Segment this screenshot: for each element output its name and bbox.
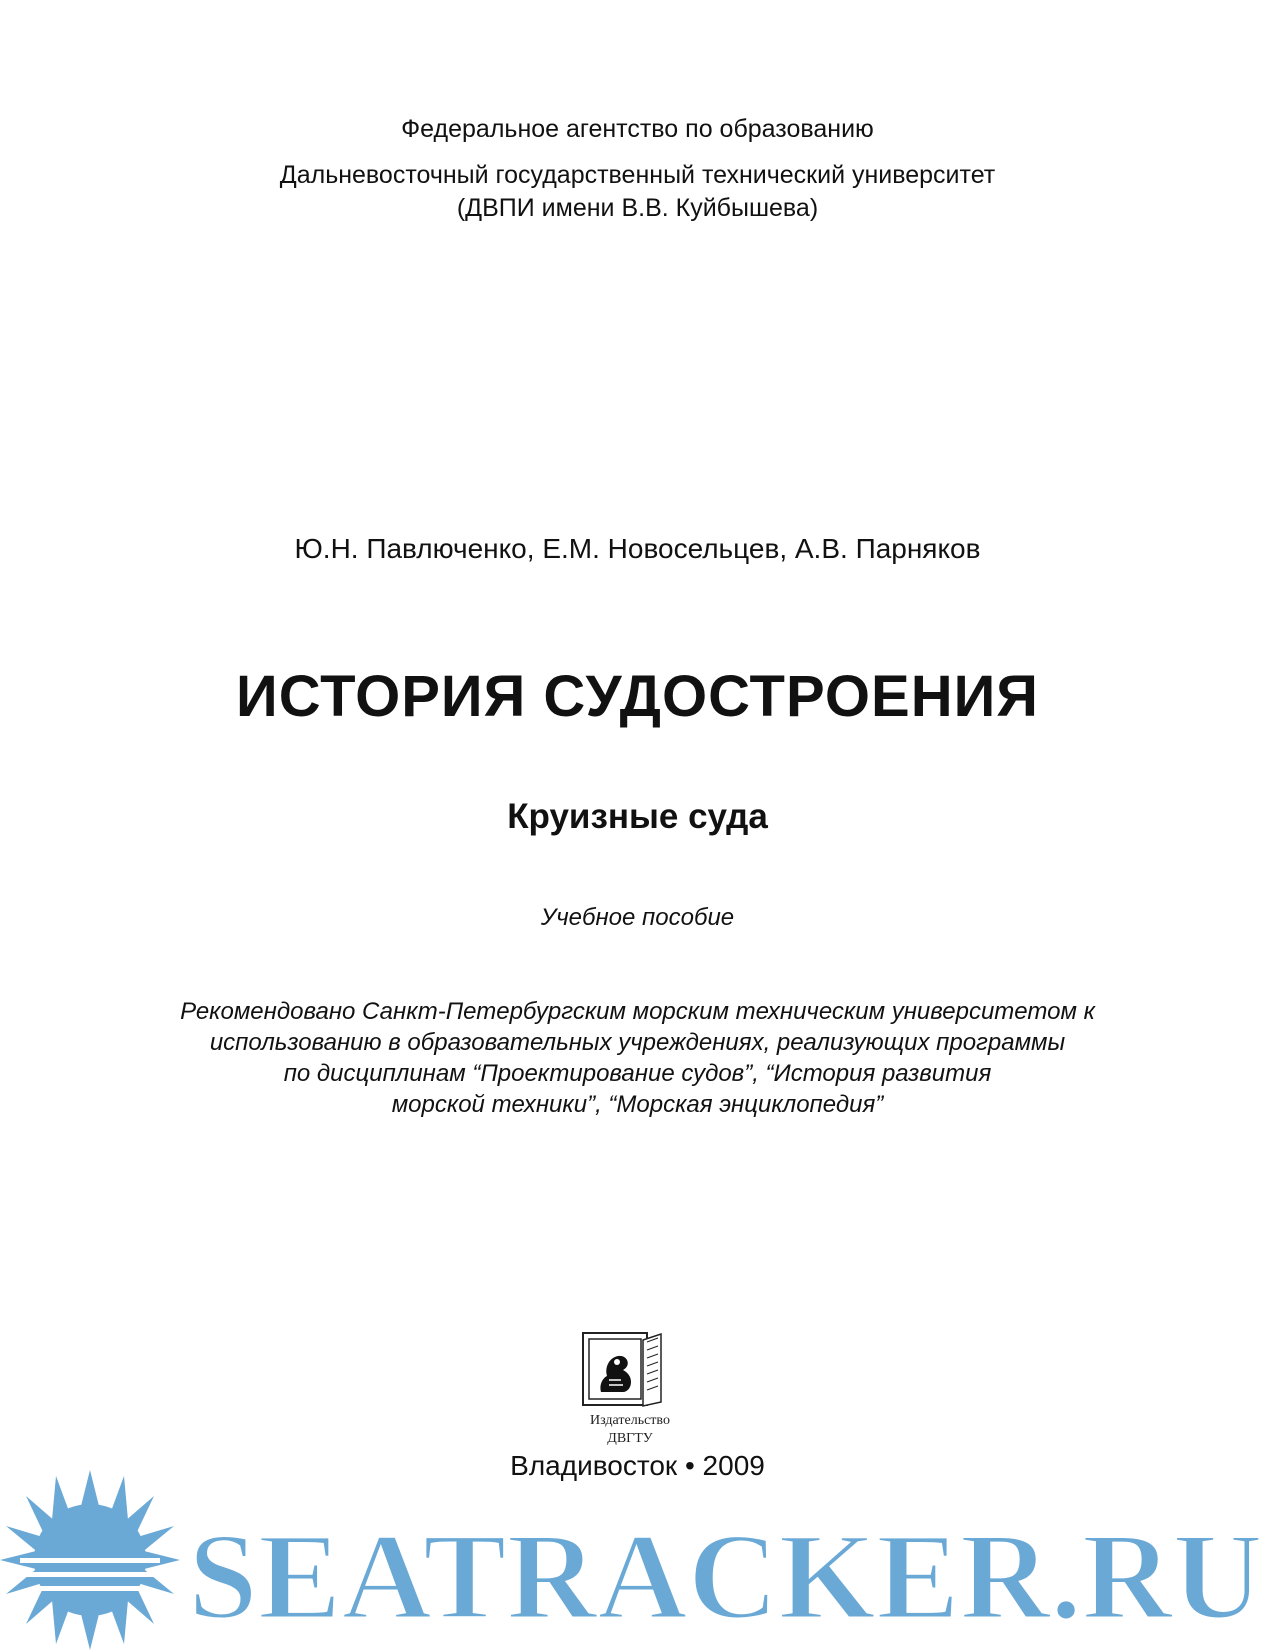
university-name: Дальневосточный государственный технический университет bbox=[279, 161, 996, 189]
book-title: ИСТОРИЯ СУДОСТРОЕНИЯ bbox=[236, 664, 1039, 729]
sun-icon bbox=[0, 1470, 180, 1650]
publisher-name: ДВГТУ bbox=[607, 1431, 653, 1446]
agency-name: Федеральное агентство по образованию bbox=[401, 115, 874, 143]
recommendation-line: по дисциплинам “Проектирование судов”, “История развития bbox=[283, 1060, 992, 1087]
book-subtitle: Круизные суда bbox=[507, 797, 768, 836]
city-year: Владивосток • 2009 bbox=[510, 1450, 765, 1481]
publisher-label: Издательство bbox=[590, 1413, 670, 1428]
authors: Ю.Н. Павлюченко, Е.М. Новосельцев, А.В. Парняков bbox=[294, 533, 981, 564]
recommendation-line: морской техники”, “Морская энциклопедия” bbox=[391, 1091, 884, 1118]
recommendation-line: использованию в образовательных учреждениях, реализующих программы bbox=[209, 1029, 1066, 1056]
document-type: Учебное пособие bbox=[540, 904, 735, 931]
seatracker-watermark bbox=[0, 1448, 1275, 1650]
university-alt-name: (ДВПИ имени В.В. Куйбышева) bbox=[456, 194, 819, 222]
watermark-text: SEATRACKER.RU bbox=[188, 1508, 1264, 1645]
recommendation-line: Рекомендовано Санкт-Петербургским морским техническим университетом к bbox=[180, 998, 1095, 1025]
